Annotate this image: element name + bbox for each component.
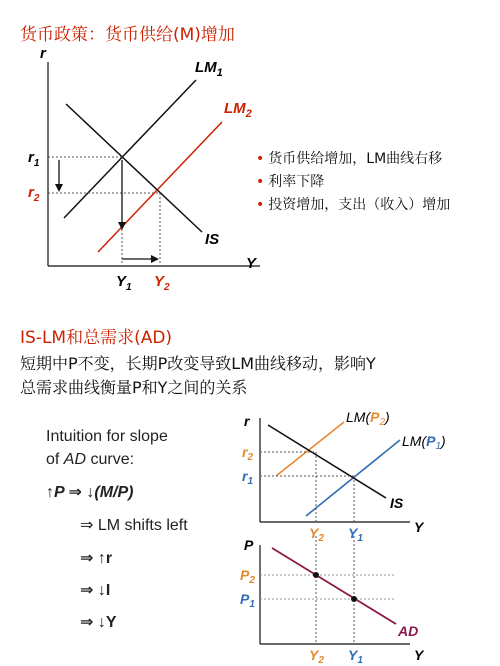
islm-price-diagram [230,405,490,543]
d1-r1-label: $r_1$ [28,149,40,169]
d1-lm1-line [64,80,196,218]
d3-ad-label: AD [398,623,419,639]
d2-lm-p2-line [276,422,344,476]
d2-r1-label: $r_1$ [242,468,254,487]
intuition-line2: of AD curve: [46,451,135,468]
d2-r2-label: $r_2$ [242,444,254,463]
d2-y2-label: $Y_2$ [309,525,324,543]
d1-r2-label: $r_2$ [28,184,40,204]
d2-axis-r: r [244,413,250,429]
d1-is-line [66,104,202,232]
d3-axis-y: Y [414,647,424,663]
section2-line2: 总需求曲线衡量P和Y之间的关系 [20,378,248,397]
section2-line1: 短期中P不变，长期P改变导致LM曲线移动，影响Y [20,354,376,373]
d2-is-label: IS [390,495,404,511]
d1-is-label: IS [205,231,220,248]
d3-ad-line [272,548,396,624]
d3-y2-label: $Y_2$ [309,647,324,666]
d2-lm-p1-label: $LM(P_1)$ [402,433,446,452]
d3-y1-label: $Y_1$ [348,647,363,666]
d1-y1-label: $Y_1$ [116,273,132,293]
d1-lm2-label: $LM_2$ [224,100,252,120]
intuition-step1: ↑P ⇒ ↓(M/P) [46,484,134,501]
d3-point-p2 [313,572,319,578]
intuition-step3: ⇒ ↑r [80,550,113,567]
bullet-1: • 货币供给增加，LM曲线右移 [256,151,443,167]
d3-axis-p: P [244,537,254,553]
ad-curve-diagram [230,536,490,666]
intuition-step5: ⇒ ↓Y [80,614,117,631]
d2-lm-p2-label: $LM(P_2)$ [346,409,390,428]
d3-p1-label: $P_1$ [240,591,255,610]
section2-title: IS-LM和总需求(AD) [20,328,173,348]
d2-axis-y: Y [414,519,424,535]
section1-title: 货币政策：货币供给(M)增加 [20,25,235,45]
d3-point-p1 [351,596,357,602]
d1-axis-y: Y [246,255,257,272]
intuition-step4: ⇒ ↓I [80,582,111,599]
d1-lm2-line [98,122,222,252]
intuition-line1: Intuition for slope [46,428,168,445]
d3-p2-label: $P_2$ [240,567,255,586]
d1-y2-label: $Y_2$ [154,273,170,293]
d1-axis-r: r [40,45,46,62]
intuition-step2: ⇒ LM shifts left [80,517,188,534]
bullet-3: • 投资增加，支出（收入）增加 [256,197,451,213]
bullet-2: • 利率下降 [256,174,325,190]
d2-y1-label: $Y_1$ [348,525,363,543]
d1-lm1-label: $LM_1$ [195,59,223,79]
islm-monetary-diagram [0,40,260,300]
